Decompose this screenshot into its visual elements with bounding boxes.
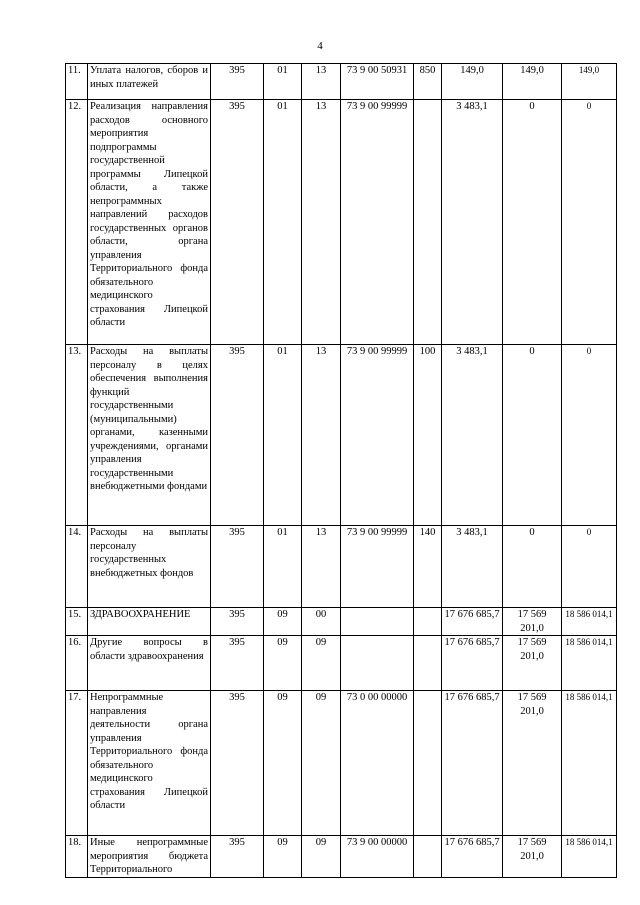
amount-year-1: 17 676 685,7 [442, 608, 503, 636]
code-target: 73 9 00 99999 [341, 100, 414, 345]
amount-year-1: 17 676 685,7 [442, 636, 503, 691]
row-name: Непрограммные направления деятельности органа управления Территориального фонда обязательного медицинского страхования Липецкой области [88, 691, 211, 836]
table-row [66, 836, 617, 878]
code-admin: 395 [211, 526, 264, 608]
amount-year-1: 3 483,1 [442, 526, 503, 608]
table-row [66, 636, 617, 691]
amount-year-3: 0 [562, 526, 617, 608]
code-subsection: 13 [302, 100, 341, 345]
code-section: 09 [264, 836, 302, 878]
code-section: 01 [264, 526, 302, 608]
amount-year-3: 18 586 014,1 [562, 636, 617, 691]
code-section: 09 [264, 608, 302, 636]
amount-year-2: 0 [503, 100, 562, 345]
amount-year-3: 0 [562, 100, 617, 345]
code-admin: 395 [211, 64, 264, 100]
code-subsection: 13 [302, 64, 341, 100]
table-row [66, 691, 617, 836]
code-admin: 395 [211, 608, 264, 636]
code-section: 01 [264, 345, 302, 526]
table-row [66, 526, 617, 608]
code-target [341, 608, 414, 636]
code-expense-type [414, 636, 442, 691]
row-number: 13. [66, 345, 88, 526]
code-admin: 395 [211, 691, 264, 836]
row-name: Расходы на выплаты персоналу в целях обеспечения выполнения функций государственными (муниципальными) органами, казенными учреждениями, органами управления государственными внебюджетными фондами [88, 345, 211, 526]
code-subsection: 09 [302, 836, 341, 878]
row-number: 12. [66, 100, 88, 345]
code-section: 01 [264, 64, 302, 100]
amount-year-2: 17 569 201,0 [503, 691, 562, 836]
code-section: 09 [264, 636, 302, 691]
row-name: ЗДРАВООХРАНЕНИЕ [88, 608, 211, 636]
row-name: Уплата налогов, сборов и иных платежей [88, 64, 211, 100]
code-subsection: 13 [302, 526, 341, 608]
table-row [66, 64, 617, 100]
code-target: 73 9 00 50931 [341, 64, 414, 100]
row-number: 11. [66, 64, 88, 100]
amount-year-3: 149,0 [562, 64, 617, 100]
amount-year-2: 17 569 201,0 [503, 836, 562, 878]
code-target: 73 9 00 99999 [341, 345, 414, 526]
row-name: Реализация направления расходов основного мероприятия подпрограммы государственной программы Липецкой области, а также непрограммных направлений расходов государственных органов области, органа управления Территориального фонда обязательного медицинского страхования Липецкой области [88, 100, 211, 345]
amount-year-1: 149,0 [442, 64, 503, 100]
amount-year-2: 149,0 [503, 64, 562, 100]
amount-year-2: 17 569 201,0 [503, 608, 562, 636]
code-subsection: 00 [302, 608, 341, 636]
code-admin: 395 [211, 100, 264, 345]
table-row [66, 608, 617, 636]
code-subsection: 13 [302, 345, 341, 526]
code-expense-type [414, 691, 442, 836]
code-admin: 395 [211, 836, 264, 878]
code-section: 09 [264, 691, 302, 836]
amount-year-1: 3 483,1 [442, 100, 503, 345]
budget-table [65, 63, 617, 878]
row-number: 15. [66, 608, 88, 636]
amount-year-3: 18 586 014,1 [562, 691, 617, 836]
code-target: 73 0 00 00000 [341, 691, 414, 836]
code-expense-type [414, 608, 442, 636]
table-row [66, 100, 617, 345]
code-subsection: 09 [302, 636, 341, 691]
code-target: 73 9 00 00000 [341, 836, 414, 878]
row-number: 14. [66, 526, 88, 608]
code-expense-type [414, 836, 442, 878]
table-row [66, 345, 617, 526]
amount-year-3: 18 586 014,1 [562, 608, 617, 636]
code-expense-type: 140 [414, 526, 442, 608]
row-number: 18. [66, 836, 88, 878]
code-admin: 395 [211, 636, 264, 691]
amount-year-2: 0 [503, 345, 562, 526]
code-expense-type: 100 [414, 345, 442, 526]
code-admin: 395 [211, 345, 264, 526]
code-section: 01 [264, 100, 302, 345]
code-target [341, 636, 414, 691]
amount-year-2: 0 [503, 526, 562, 608]
amount-year-1: 17 676 685,7 [442, 836, 503, 878]
amount-year-1: 3 483,1 [442, 345, 503, 526]
code-expense-type [414, 100, 442, 345]
amount-year-3: 0 [562, 345, 617, 526]
page-number: 4 [317, 40, 323, 52]
amount-year-1: 17 676 685,7 [442, 691, 503, 836]
code-target: 73 9 00 99999 [341, 526, 414, 608]
code-expense-type: 850 [414, 64, 442, 100]
code-subsection: 09 [302, 691, 341, 836]
row-number: 16. [66, 636, 88, 691]
amount-year-2: 17 569 201,0 [503, 636, 562, 691]
row-name: Иные непрограммные мероприятия бюджета Территориального [88, 836, 211, 878]
row-name: Другие вопросы в области здравоохранения [88, 636, 211, 691]
row-number: 17. [66, 691, 88, 836]
amount-year-3: 18 586 014,1 [562, 836, 617, 878]
row-name: Расходы на выплаты персоналу государственных внебюджетных фондов [88, 526, 211, 608]
